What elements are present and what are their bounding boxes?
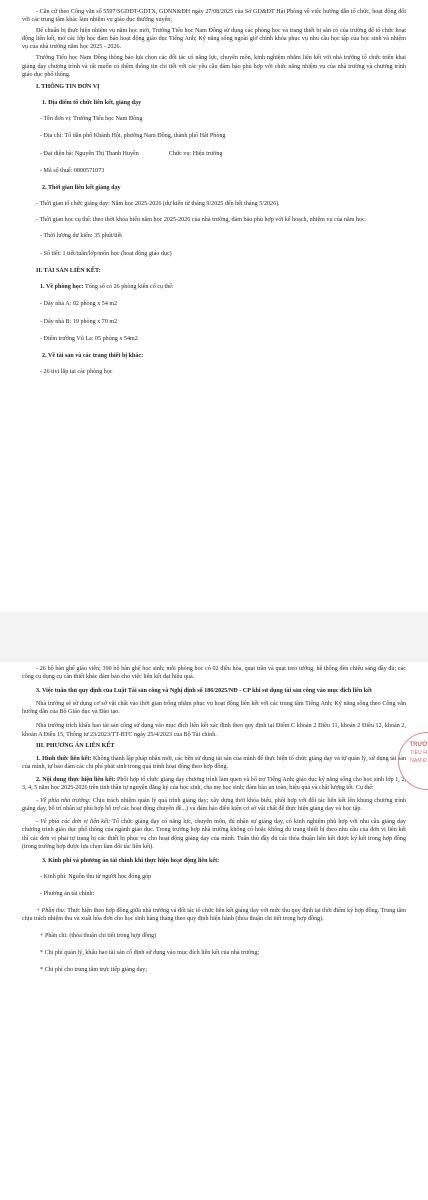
duration-line: - Thời lượng dự kiến: 35 phút/tiết [40, 233, 122, 240]
teaching-period-paragraph: - Thời gian tổ chức giảng dạy: Năm học 2025-2026 (dự kiến từ tháng 9/2025 đến hết tháng 5/2026). [36, 201, 280, 208]
section-assets-heading: II. TÀI SẢN LIÊN KẾT: [36, 267, 101, 274]
announcement-paragraph: Trường Tiểu học Nam Đồng thông báo lựa chọn các đối tác có năng lực, chuyên môn, kinh nghiệm nhằm liên kết với nhà trường tổ chức triển khai giảng dạy chương trình và rất muốn có thêm thông tin chi tiết với các yêu cầu đảm bảo phù hợp với chức năng nhiệm vụ của nhà trường và chương trình giáo dục phổ thông. [22, 55, 406, 78]
finance-subheading: 3. Kinh phí và phương án tài chính khi thực hiện hoạt động liên kết: [42, 857, 220, 864]
building-b-line: - Dãy nhà B: 19 phòng x 70 m2 [40, 318, 118, 325]
school-side-text: Chịu trách nhiệm quản lý quá trình giảng dạy; xây dựng thời khóa biểu, phối hợp với đối tác liên kết lên khung chương trình giảng dạy, bố trí nhân sự phù hợp hỗ trợ các hoạt động chuyên đề...) và đảm bảo điều kiện cơ sở vật chất để thực hiện giảng dạy và học tập. [22, 798, 406, 813]
partner-side-label: - Về phía các đơn vị liên kết: [36, 819, 111, 826]
classrooms-text: Tổng số có 26 phòng kiên cố cụ thể: [85, 284, 174, 290]
stamp-line-2: TIỂU H [409, 750, 427, 756]
content-text: Phối hợp tổ chức giảng dạy chương trình làm quen và bổ trợ Tiếng Anh; giáo dục kỹ năng sống cho học sinh lớp 1, 2, 3, 4, 5 năm học 2025-2026 trên tinh thần tự nguyện đăng ký của học sinh, cha mẹ học sinh; đảm bảo an toàn, hiệu quả và chất lượng tốt. Cụ thể: [22, 776, 407, 792]
vu-la-campus-line: - Điểm trường Vũ La: 05 phòng x 54m2 [40, 335, 138, 342]
content-paragraph [22, 776, 406, 792]
time-subheading: 2. Thời gian liên kết giảng dạy [42, 185, 121, 192]
periods-line: - Số tiết: 1 tiết/tuần/lớp/môn học (hoạt động giáo dục) [40, 250, 172, 257]
compliance-subheading: 3. Việc tuân thủ quy định của Luật Tài sản công và Nghị định số 186/2025/NĐ - CP khi sử dụng tài sản công vào mục đích liên kết [36, 688, 372, 695]
revenue-label: + Phần thu: [36, 908, 66, 915]
center-cost-line: * Chi phí cho trung tâm trực tiếp giảng dạy; [40, 967, 148, 974]
stamp-line-3: NAM Đ [410, 758, 427, 764]
content-label: 2. Nội dung thực hiện liên kết: [36, 776, 116, 783]
building-a-line: - Dãy nhà A: 02 phòng x 54 m2 [40, 301, 118, 308]
position-text: Chức vụ: Hiệu trưởng [168, 150, 223, 157]
form-text: Không thành lập pháp nhân mới, các bên sử dụng tài sản của mình để thực hiện tổ chức giảng dạy và tự quản lý, sử dụng tài sản của mình, tự bảo đảm các chi phí phát sinh trong quá trình hoạt động theo hợp đồng. [22, 755, 406, 770]
unit-name-line: - Tên đơn vị: Trường Tiểu học Nam Đồng [40, 115, 143, 122]
depreciation-paragraph: Nhà trường trích khấu hao tài sản công sử dụng vào mục đích liên kết xác định theo quy định tại Điểm C khoản 2 Điều 11, khoản 2 Điều 12, khoản 2, khoản A Điều 15, Thông tư 23/2023/TT-BTC ngày 25/4/2023 của Bộ Tài chính. [22, 723, 406, 738]
finance-plan-line: - Phương án tài chính: [40, 891, 95, 898]
address-line: - Địa chỉ: Tổ dân phố Khánh Hội, phường Nam Đồng, thành phố Hải Phòng [40, 133, 226, 140]
representative-line [22, 150, 406, 158]
form-paragraph [22, 755, 406, 771]
venue-subheading: 1. Địa điểm tổ chức liên kết, giảng dạy [42, 99, 142, 106]
revenue-text: Thực hiện theo hợp đồng giữa nhà trường và đối tác tổ chức liên kết giảng dạy với mức thu quy định tại thời điểm ký hợp đồng. Trung tâm chịu trách nhiệm thu và xuất hóa đơn cho học sinh hàng tháng theo quy định hiện hành (thỏa thuận chi tiết trong hợp đồng). [22, 908, 406, 923]
section-plan-heading: III. PHƯƠNG ÁN LIÊN KẾT [36, 742, 115, 749]
school-side-label: - Về phía nhà trường: [36, 798, 91, 805]
funding-line: - Kinh phí: Nguồn thu từ người học đóng góp [40, 873, 152, 880]
tax-code-line: - Mã số thuế: 0800571073 [40, 167, 105, 174]
page-separator [0, 612, 428, 662]
stamp-line-1: TRƯỜ [409, 742, 428, 748]
furniture-paragraph: - 26 bộ bàn ghế giáo viên; 390 bộ bàn ghế học sinh; mỗi phòng học có 02 điều hòa, quạt trần và quạt treo tường, hệ thống đèn chiếu sáng đầy đủ; các công cụ dụng cụ cần thiết khác đảm bảo cho việc liên kết đạt hiệu quả. [22, 666, 406, 681]
classrooms-line [22, 283, 406, 291]
revenue-paragraph [22, 907, 406, 923]
facility-use-paragraph: Nhà trường sẽ sử dụng cơ sở vật chất vào thời gian trống nhằm phục vụ hoạt động liên kết với các trung tâm Tiếng Anh; Kỹ năng sống theo Công văn hướng dẫn của Bộ Giáo dục và Đào tạo. [22, 701, 406, 716]
expense-line: + Phần chi: (thỏa thuận chi tiết trong hợp đồng) [40, 932, 157, 939]
form-label: 1. Hình thức liên kết: [36, 755, 92, 762]
section-unit-info-heading: I. THÔNG TIN ĐƠN VỊ [36, 83, 100, 90]
equipment-subheading: 2. Về tài sản và các trang thiết bị khác: [42, 353, 144, 360]
representative-name: - Đại diện bà: Nguyễn Thị Thanh Huyền [40, 150, 139, 157]
school-side-paragraph [22, 797, 406, 813]
partner-side-paragraph [22, 818, 406, 850]
classrooms-label: 1. Về phòng học: [40, 284, 84, 290]
page-two [0, 662, 428, 1200]
partner-side-text: Tổ chức giảng dạy có năng lực, chuyên môn, đủ nhân sự giảng dạy, có kinh nghiệm phù hợp với nhu cầu giảng dạy chương trình giáo dục phổ thông của ngành giáo dục. Trong trường hợp nhà trường không có hoặc không đủ trang thiết bị theo nhu cầu của đơn vị liên kết thì các đơn vị phải tự trang bị các thiết bị phục vụ cho hoạt động giảng dạy của mình. Tuân thủ đầy đủ các thỏa thuận liên kết được ký kết trong hợp đồng (trong trường hợp được lựa chọn làm đối tác liên kết). [22, 819, 406, 850]
management-cost-line: * Chi phí quản lý, khấu hao tài sản cố định sử dụng vào mục đích liên kết của nhà trường; [40, 949, 260, 956]
preparation-paragraph: Để chuẩn bị thực hiện nhiệm vụ năm học mới, Trường Tiểu học Nam Đồng sử dụng các phòng học và trang thiết bị sẵn có của trường để tổ chức hoạt động liên kết, mở các lớp học đảm bảo hoạt động giáo dục Tiếng Anh; Kỹ năng sống ngoài giờ chính khóa phục vụ nhu cầu học tập của học sinh và nhiệm vụ của nhà trường năm học 2025 - 2026. [22, 28, 406, 51]
tv-line: - 26 tivi lắp tại các phòng học [40, 369, 113, 376]
legal-basis-paragraph: - Căn cứ theo Công văn số 5597/SGDĐT-GDTX, GDNN&ĐH ngày 27/08/2025 của Sở GD&ĐT Hải Phòng về việc hướng dẫn tổ chức, hoạt động đối với các trung tâm khác làm nhiệm vụ giáo dục thường xuyên; [22, 9, 406, 24]
schedule-paragraph: - Thời gian học cụ thể: theo thời khóa biểu năm học 2025-2026 của nhà trường, đảm bảo phù hợp với kế hoạch, nhiệm vụ của năm học. [36, 217, 367, 224]
